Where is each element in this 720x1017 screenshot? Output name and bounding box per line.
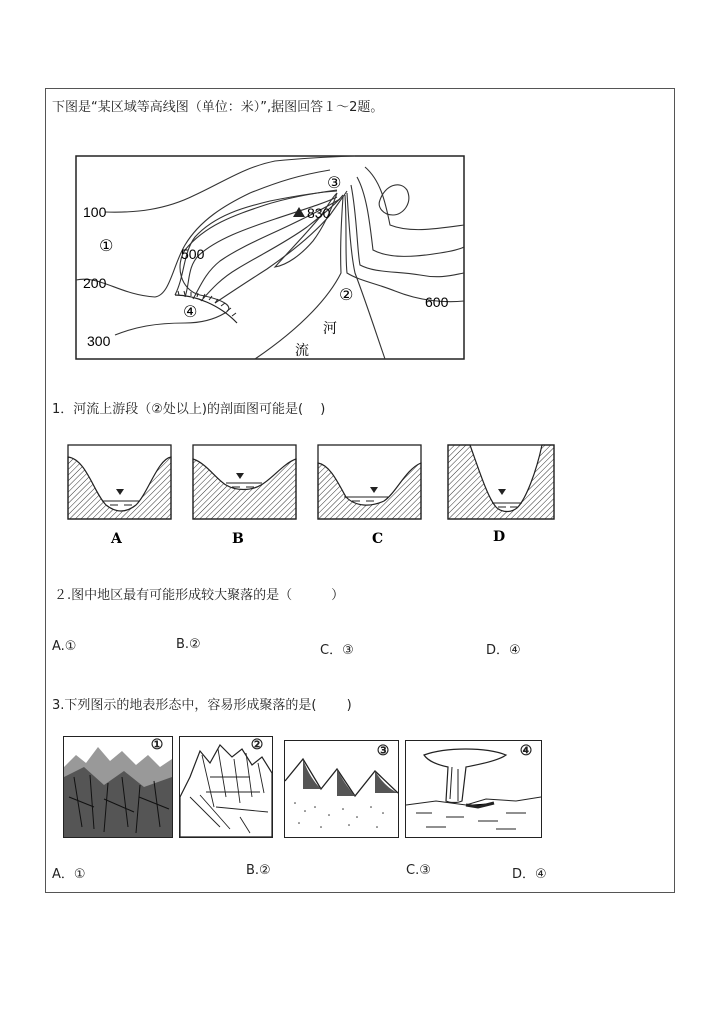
q2-text: ２.图中地区最有可能形成较大聚落的是（ ） [54,588,345,603]
landform-2 [179,736,273,838]
q2-option-a[interactable]: A.① [52,639,77,654]
q1-profiles [66,443,566,553]
label-100: 100 [83,204,107,220]
q1-label-b: B [232,531,244,547]
q2-option-d[interactable]: D．④ [486,643,521,658]
landform-1-label: ① [150,737,164,753]
q2-option-c[interactable]: C．③ [320,643,354,658]
intro-text: 下图是“某区域等高线图（单位：米）”,据图回答１～2题。 [52,100,384,115]
label-river-he: 河 [323,321,337,337]
label-200: 200 [83,275,107,291]
contour-map [75,155,465,360]
q3-option-b[interactable]: B.② [246,863,271,878]
profile-c [318,445,421,519]
profile-d [448,445,554,519]
q1-label-a: A [111,531,122,547]
landform-3 [284,740,399,838]
label-river-liu: 流 [295,343,309,359]
label-500: 500 [181,246,205,262]
q1-label-c: C [372,531,384,547]
q1-profile-figures [66,443,566,553]
q3-option-c[interactable]: C.③ [406,863,431,878]
q1-label-d: D [493,529,506,545]
label-point-2: ② [339,285,354,304]
label-point-4: ④ [183,302,198,321]
q1-text: 1．河流上游段（②处以上)的剖面图可能是( ) [52,402,326,417]
label-peak: 830 [307,205,331,221]
label-point-1: ① [99,236,114,255]
label-point-3: ③ [327,173,342,192]
q3-text: 3.下列图示的地表形态中，容易形成聚落的是( ) [52,698,352,713]
landform-4-label: ④ [519,743,533,759]
q2-option-b[interactable]: B.② [176,637,201,652]
q3-option-d[interactable]: D．④ [512,867,547,882]
q3-option-a[interactable]: A．① [52,867,86,882]
landform-3-label: ③ [376,743,390,759]
contour-map-figure [75,155,465,360]
landform-4 [405,740,542,838]
landform-2-label: ② [250,737,264,753]
landform-1 [63,736,173,838]
label-600: 600 [425,294,449,310]
profile-a [68,445,171,519]
label-300: 300 [87,333,111,349]
profile-b [193,445,296,519]
